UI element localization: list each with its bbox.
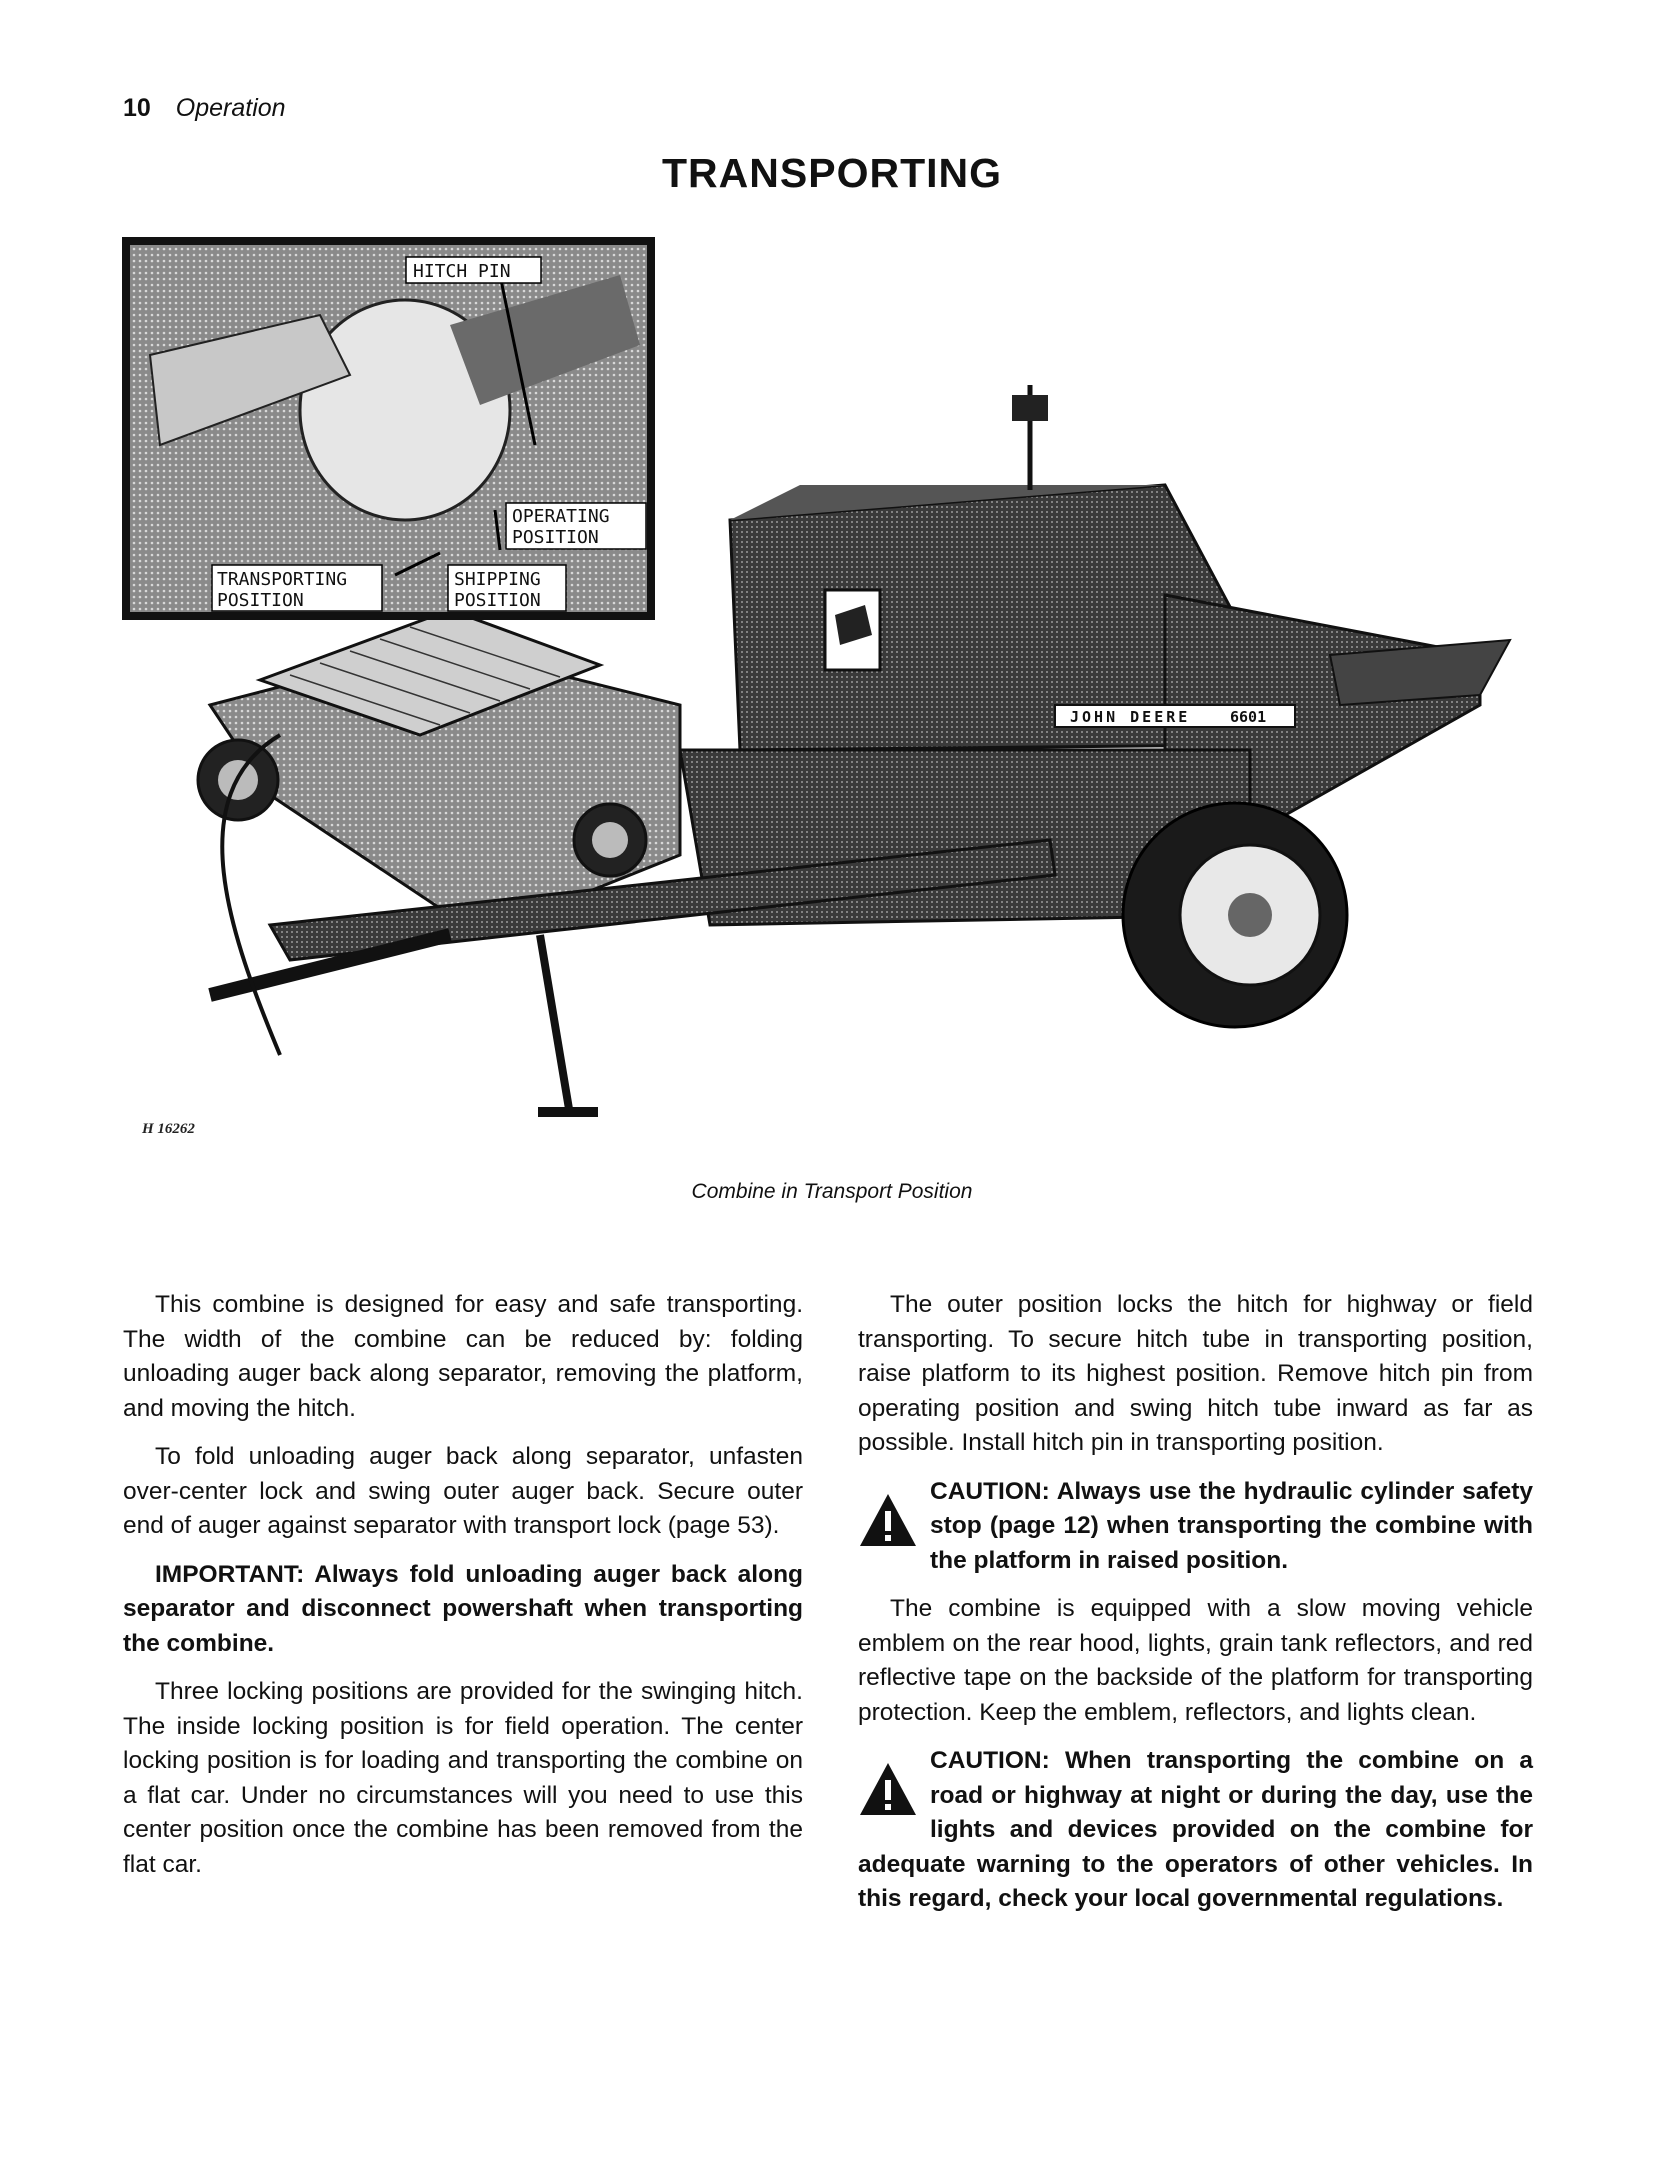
paragraph: This combine is designed for easy and safe transporting. The width of the combine can be reduced by: folding unloading auger back along separator, removing the platform, and moving the hitch.: [123, 1291, 803, 1422]
right-column: [858, 1288, 1533, 1931]
combine-illustration: [120, 235, 1550, 1150]
caution-text: CAUTION: Always use the hydraulic cylinder safety stop (page 12) when transporting the combine with the platform in raised position.: [930, 1477, 1533, 1574]
operating-label-line1: OPERATING: [512, 506, 610, 527]
important-note: IMPORTANT: Always fold unloading auger back along separator and disconnect powershaft when transporting the combine.: [123, 1560, 803, 1657]
figure-caption: Combine in Transport Position: [691, 1180, 973, 1203]
left-column: [123, 1288, 803, 1896]
paragraph: The combine is equipped with a slow moving vehicle emblem on the rear hood, lights, grain tank reflectors, and red reflective tape on the backside of the platform for transporting protection. Keep the emblem, reflectors, and lights clean.: [858, 1595, 1533, 1726]
page-title: TRANSPORTING: [662, 150, 1002, 196]
paragraph: The outer position locks the hitch for highway or field transporting. To secure hitch tube in transporting position, raise platform to its highest position. Remove hitch pin from operating position and swing hitch tube inward as far as possible. Install hitch pin in transporting position.: [858, 1291, 1533, 1456]
warning-triangle-icon: [858, 1491, 918, 1549]
shipping-label-line1: SHIPPING: [454, 569, 541, 590]
transporting-label-line1: TRANSPORTING: [217, 569, 348, 590]
transporting-label-line2: POSITION: [217, 590, 304, 611]
caution-text: CAUTION: When transporting the combine on a road or highway at night or during the day, use the lights and devices provided on the combine for adequate warning to the operators of other vehicles. In this regard, check your local governmental regulations.: [858, 1747, 1533, 1912]
combine-figure: [120, 235, 1550, 1150]
brand-stripe-text: JOHN DEERE: [1070, 708, 1191, 726]
paragraph: Three locking positions are provided for the swinging hitch. The inside locking position is for field operation. The center locking position is for loading and transporting the combine on a flat car. Under no circumstances will you need to use this center position once the combine has been removed from the flat car.: [123, 1678, 803, 1878]
page-number: 10: [123, 94, 151, 122]
model-stripe-text: 6601: [1230, 708, 1267, 726]
photo-id: H 16262: [142, 1121, 195, 1137]
section-name: Operation: [175, 94, 286, 122]
paragraph: To fold unloading auger back along separator, unfasten over-center lock and swing outer auger back. Secure outer end of auger against separator with transport lock (page 53).: [123, 1443, 803, 1539]
caution-block: [858, 1475, 1533, 1579]
hitch-pin-label: HITCH PIN: [413, 261, 511, 282]
warning-triangle-icon: [858, 1760, 918, 1818]
page-header: [123, 94, 286, 123]
caution-block: [858, 1744, 1533, 1917]
shipping-label-line2: POSITION: [454, 590, 541, 611]
hitch-inset-photo: [126, 241, 651, 616]
operating-label-line2: POSITION: [512, 527, 599, 548]
